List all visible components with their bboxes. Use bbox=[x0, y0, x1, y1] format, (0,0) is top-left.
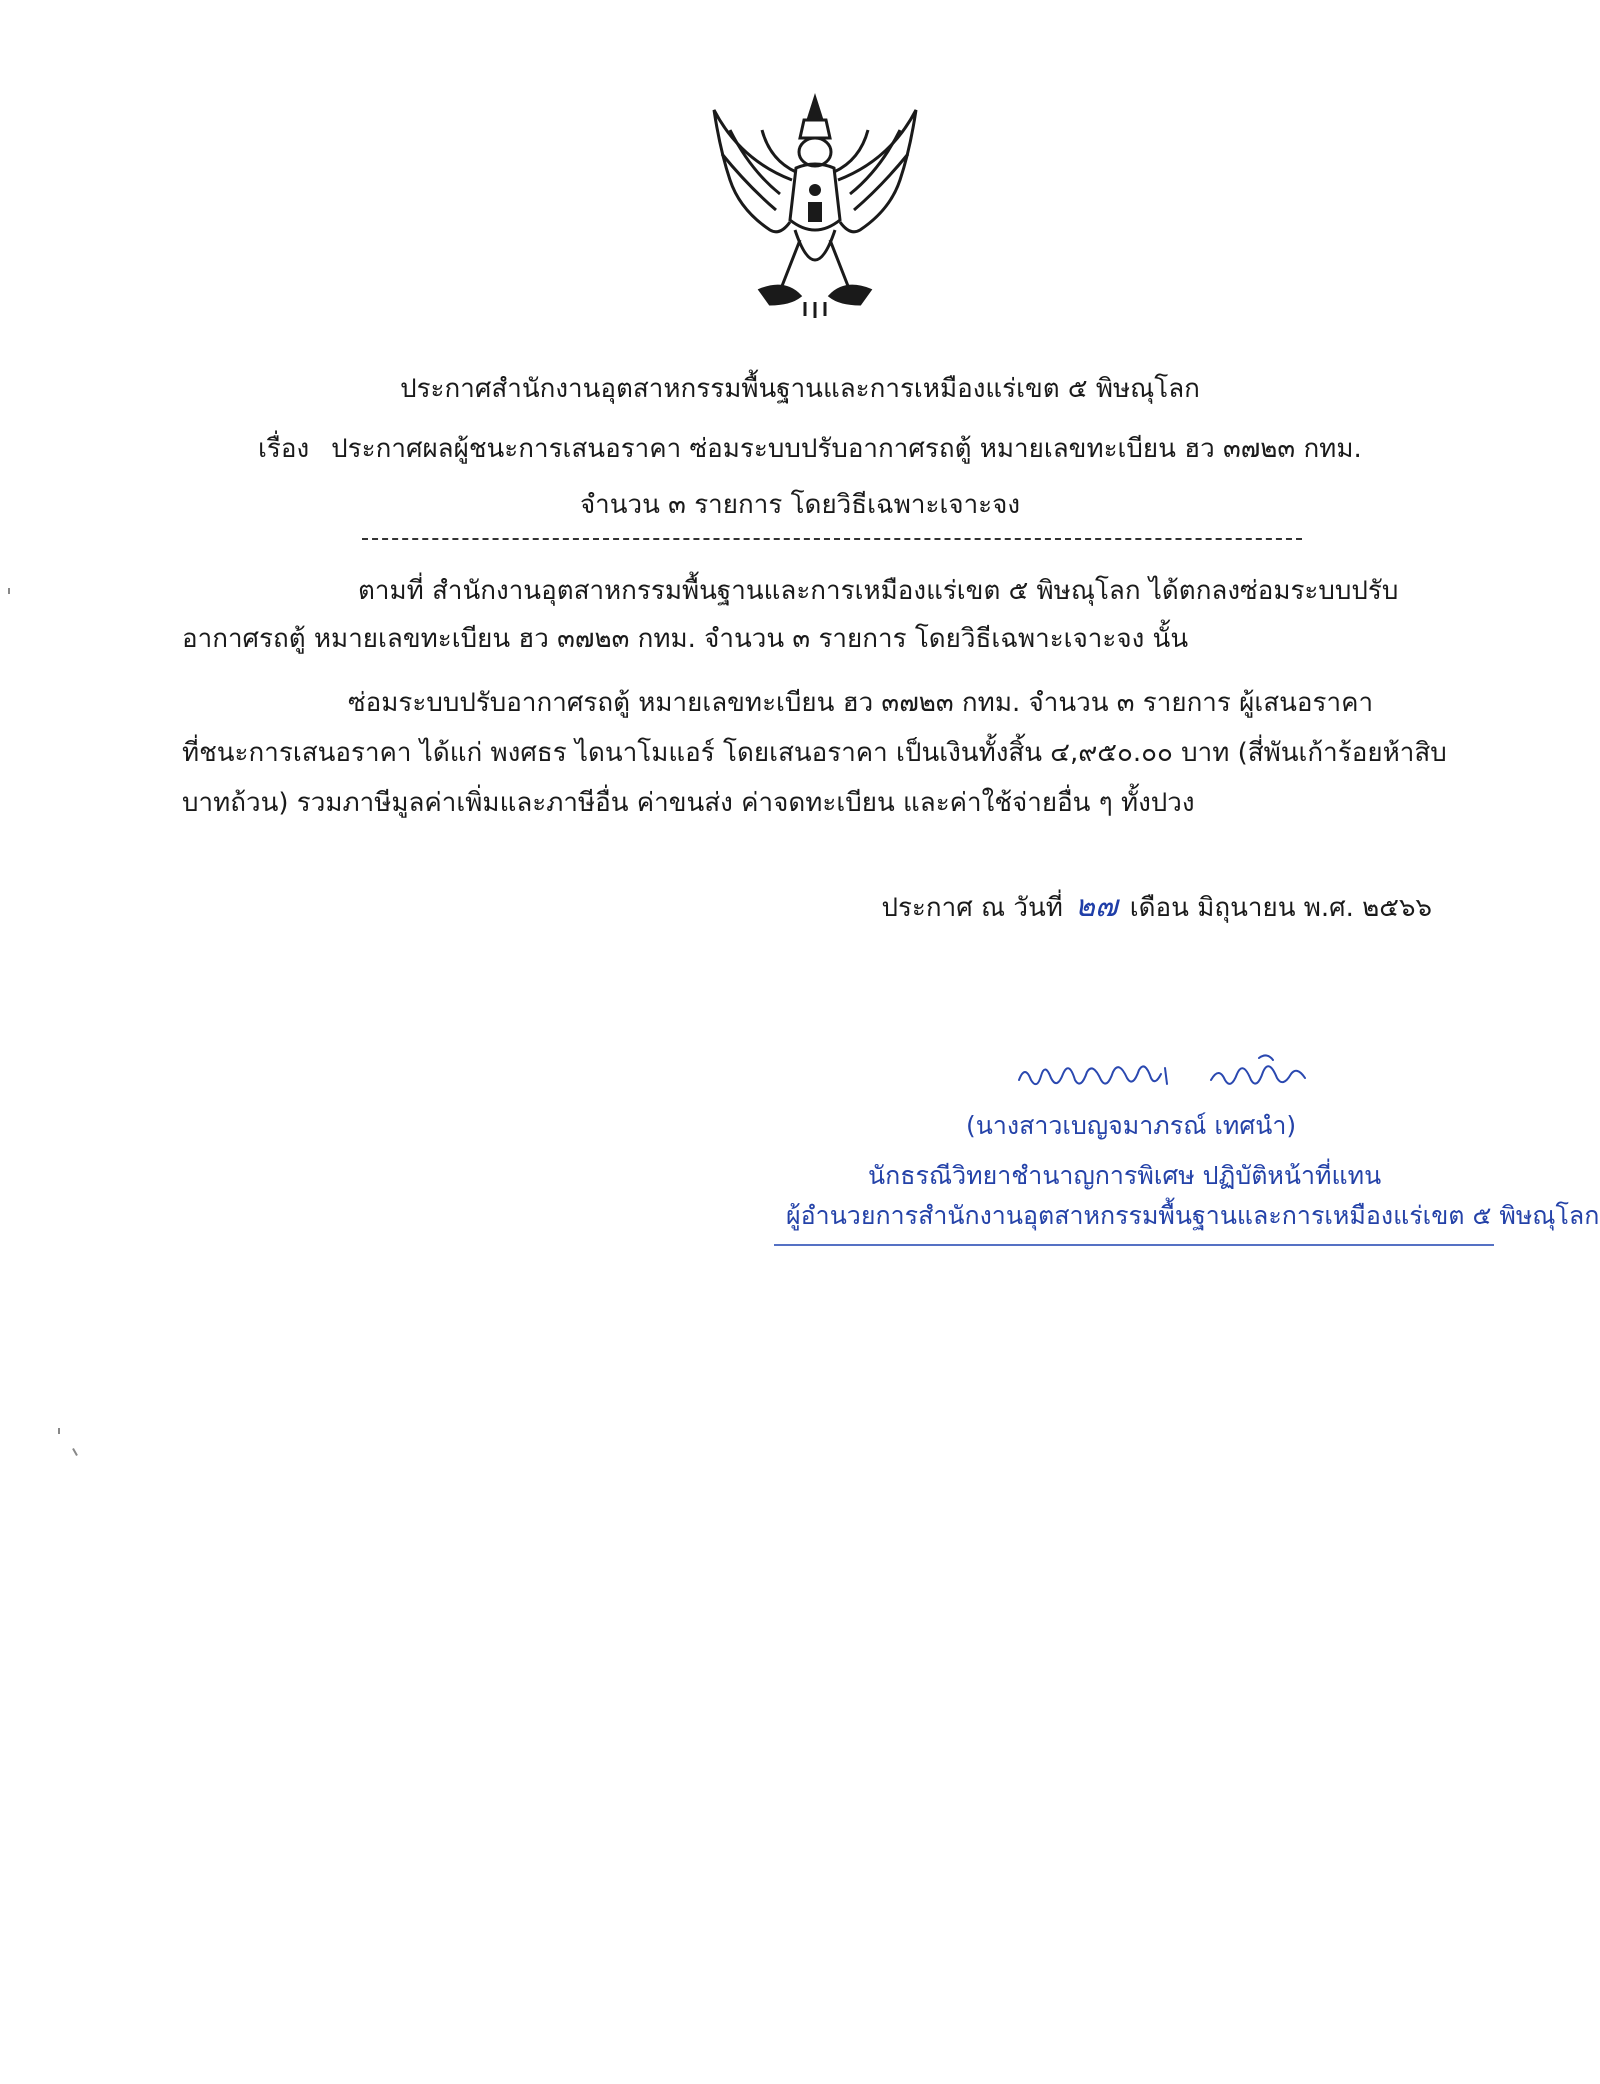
scan-speck bbox=[72, 1448, 78, 1456]
paragraph-1-line-1: ตามที่ สำนักงานอุตสาหกรรมพื้นฐานและการเหมืองแร่เขต ๕ พิษณุโลก ได้ตกลงซ่อมระบบปรับ bbox=[358, 576, 1399, 606]
paragraph-2-line-1: ซ่อมระบบปรับอากาศรถตู้ หมายเลขทะเบียน ฮว ๓๗๒๓ กทม. จำนวน ๓ รายการ ผู้เสนอราคา bbox=[348, 688, 1374, 718]
signatory-position-2: ผู้อำนวยการสำนักงานอุตสาหกรรมพื้นฐานและการเหมืองแร่เขต ๕ พิษณุโลก bbox=[786, 1201, 1600, 1230]
subject-line-2: จำนวน ๓ รายการ โดยวิธีเฉพาะเจาะจง bbox=[579, 490, 1021, 520]
scan-speck bbox=[8, 588, 10, 594]
announcement-date bbox=[881, 890, 1432, 925]
paragraph-2-line-2: ที่ชนะการเสนอราคา ได้แก่ พงศธร ไดนาโมแอร์ โดยเสนอราคา เป็นเงินทั้งสิ้น ๔,๙๕๐.๐๐ บาท (สี่พันเก้าร้อยห้าสิบ bbox=[182, 738, 1447, 768]
handwritten-signature bbox=[1015, 1050, 1315, 1096]
signatory-name: (นางสาวเบญจมาภรณ์ เทศนำ) bbox=[966, 1111, 1297, 1140]
stamp-underline bbox=[774, 1244, 1494, 1246]
announcement-suffix: เดือน มิถุนายน พ.ศ. ๒๕๖๖ bbox=[1129, 893, 1432, 923]
subject-text: ประกาศผลผู้ชนะการเสนอราคา ซ่อมระบบปรับอากาศรถตู้ หมายเลขทะเบียน ฮว ๓๗๒๓ กทม. bbox=[331, 434, 1362, 464]
garuda-emblem-icon bbox=[700, 90, 930, 322]
paragraph-2-line-3: บาทถ้วน) รวมภาษีมูลค่าเพิ่มและภาษีอื่น ค่าขนส่ง ค่าจดทะเบียน และค่าใช้จ่ายอื่น ๆ ทั้งปวง bbox=[182, 788, 1195, 818]
subject-line bbox=[258, 432, 1362, 466]
scan-speck bbox=[58, 1428, 60, 1434]
announcement-prefix: ประกาศ ณ วันที่ bbox=[881, 893, 1063, 923]
signatory-position-1: นักธรณีวิทยาชำนาญการพิเศษ ปฏิบัติหน้าที่แทน bbox=[868, 1161, 1382, 1190]
dashed-divider bbox=[362, 538, 1302, 540]
document-title: ประกาศสำนักงานอุตสาหกรรมพื้นฐานและการเหมืองแร่เขต ๕ พิษณุโลก bbox=[400, 374, 1200, 404]
subject-label: เรื่อง bbox=[258, 434, 310, 464]
paragraph-1-line-2: อากาศรถตู้ หมายเลขทะเบียน ฮว ๓๗๒๓ กทม. จำนวน ๓ รายการ โดยวิธีเฉพาะเจาะจง นั้น bbox=[182, 624, 1189, 654]
handwritten-day: ๒๗ bbox=[1075, 889, 1118, 924]
